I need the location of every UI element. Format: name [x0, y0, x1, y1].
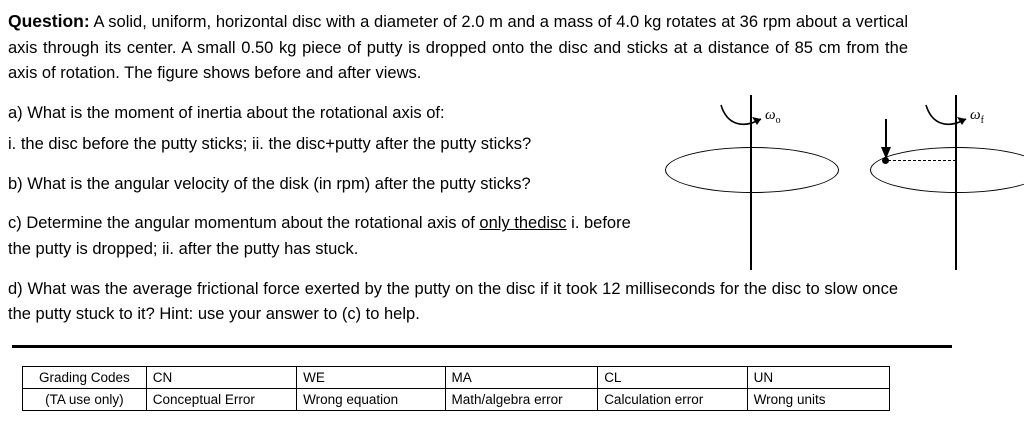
figure-after-view — [860, 95, 1024, 285]
part-c-pre: c) Determine the angular momentum about the rotational axis of — [8, 214, 480, 233]
grading-codes-label: Grading Codes — [23, 367, 147, 389]
omega-final-label: $\omega_f$ — [970, 107, 984, 126]
putty-drop-arrow-icon — [878, 117, 898, 163]
grading-table-container — [22, 366, 890, 411]
figure-before-view — [655, 95, 870, 285]
meaning-cl: Calculation error — [598, 389, 747, 411]
part-c-underline1: only the — [479, 214, 538, 233]
part-d: d) What was the average frictional force exerted by the putty on the disc if it took 12 milliseconds for the disc to slow once the putty stuck to it? Hint: use your answer to (c) to help. — [8, 279, 898, 324]
disc-ellipse — [665, 147, 839, 193]
horizontal-divider — [12, 345, 952, 348]
ta-use-only-label: (TA use only) — [23, 389, 147, 411]
omega-initial-label: $\omega_o$ — [765, 107, 781, 126]
part-b: b) What is the angular velocity of the disk (in rpm) after the putty sticks? — [8, 174, 531, 193]
part-c-underline2: disc — [537, 214, 567, 233]
question-label: Question: — [8, 11, 90, 31]
part-a-line2: i. the disc before the putty sticks; ii. the disc+putty after the putty sticks? — [8, 135, 532, 154]
part-a-line1: a) What is the moment of inertia about the rotational axis of: — [8, 103, 445, 122]
grading-table — [22, 366, 890, 411]
question-intro-paragraph — [8, 8, 908, 87]
putty-radius-dashed-line — [888, 160, 956, 161]
part-c-post: i. before the putty is dropped; ii. after the putty has stuck. — [8, 214, 631, 258]
rotation-arrow-icon — [717, 99, 797, 139]
question-intro-text: A solid, uniform, horizontal disc with a diameter of 2.0 m and a mass of 4.0 kg rotates at 36 rpm about a vertical axis through its center. A small 0.50 kg piece of putty is dropped onto the disc and sticks at a distance of 85 cm from the axis of rotation. The figure shows before and after views. — [8, 13, 908, 83]
code-cn: CN — [146, 367, 296, 389]
code-cl: CL — [598, 367, 747, 389]
table-row — [23, 367, 890, 389]
meaning-cn: Conceptual Error — [146, 389, 296, 411]
meaning-ma: Math/algebra error — [445, 389, 598, 411]
table-row — [23, 389, 890, 411]
part-c — [8, 211, 658, 262]
rotation-arrow-icon-after — [922, 99, 1002, 139]
code-we: WE — [297, 367, 445, 389]
code-ma: MA — [445, 367, 598, 389]
code-un: UN — [747, 367, 889, 389]
meaning-we: Wrong equation — [297, 389, 445, 411]
meaning-un: Wrong units — [747, 389, 889, 411]
